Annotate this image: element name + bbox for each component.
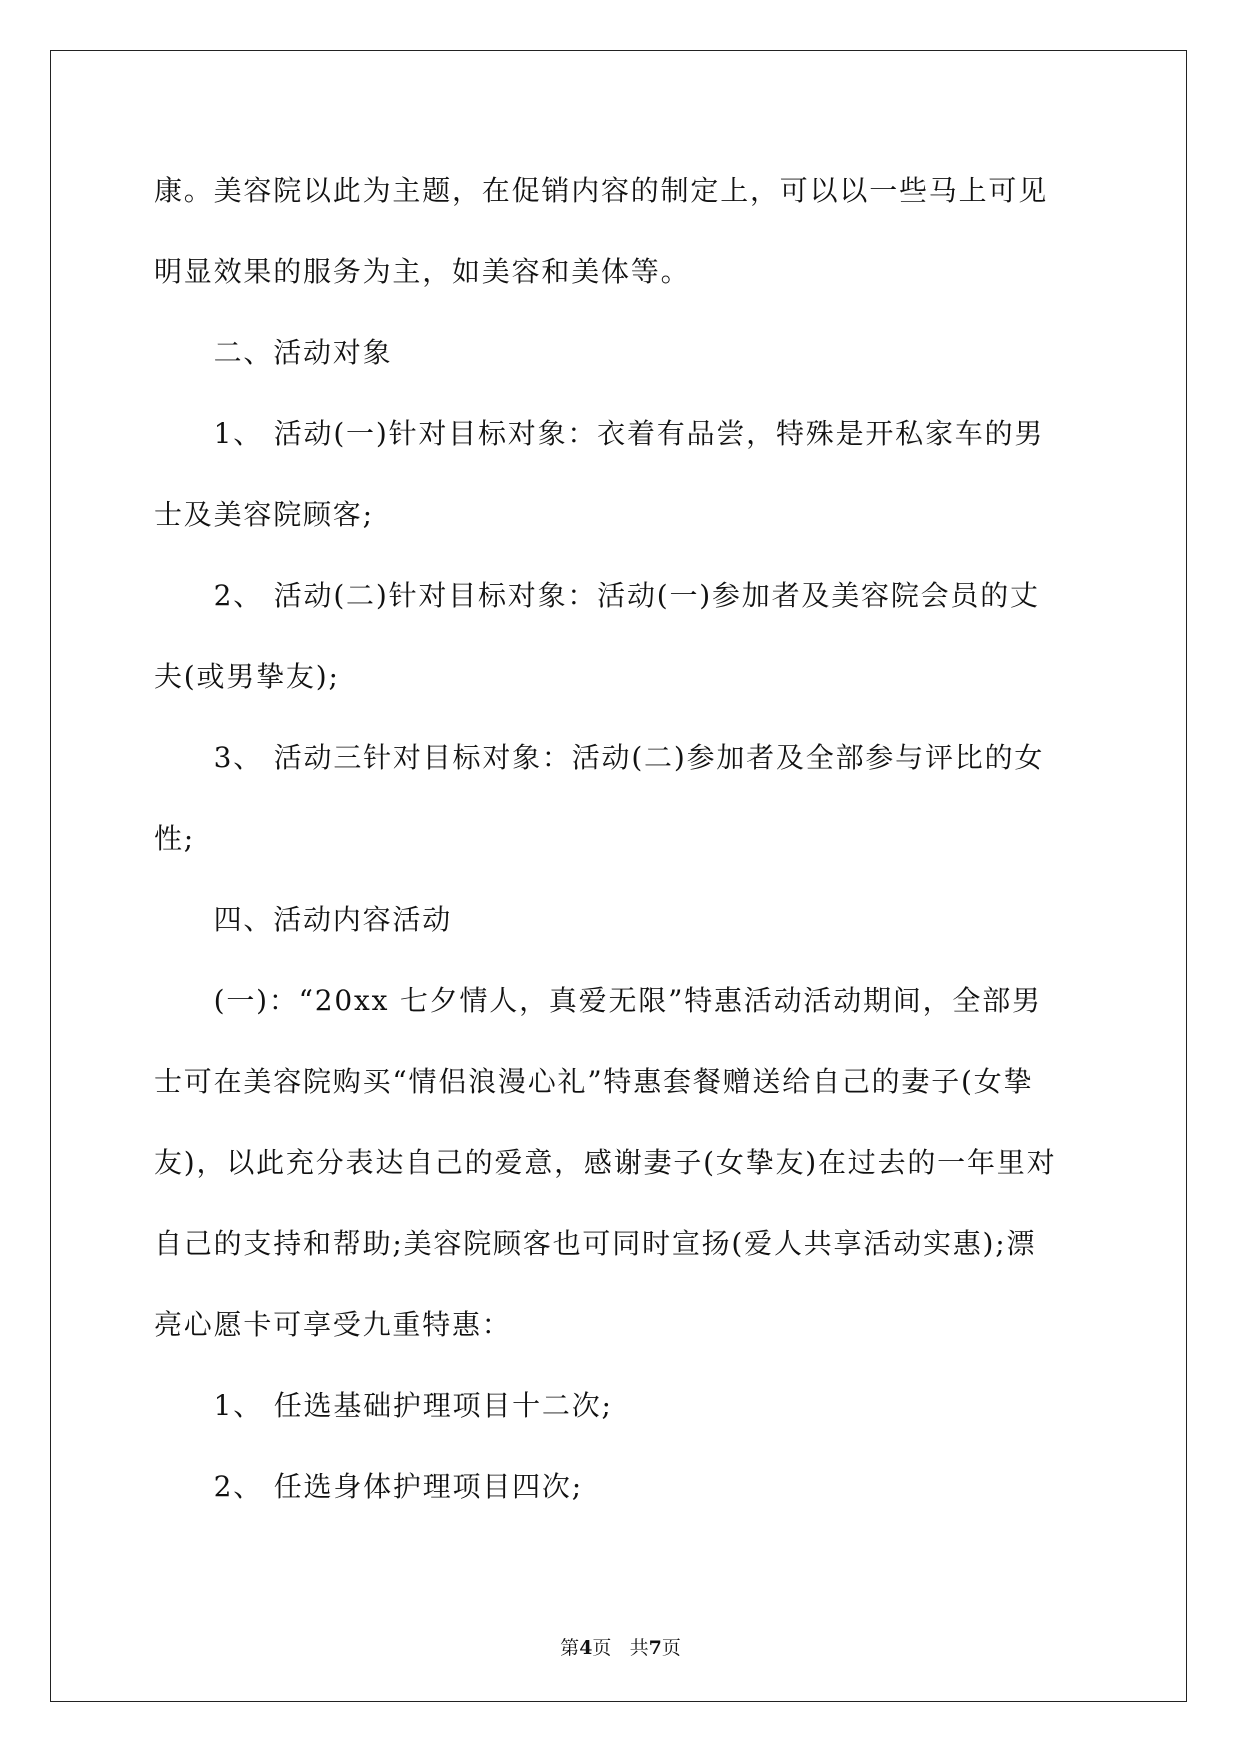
text-line: 康。美容院以此为主题，在促销内容的制定上，可以以一些马上可见: [154, 174, 1049, 207]
text-line: 亮心愿卡可享受九重特惠：: [154, 1308, 512, 1341]
text-line: 2、 活动(二)针对目标对象：活动(一)参加者及美容院会员的丈: [154, 579, 1040, 612]
text-line: 自己的支持和帮助;美容院顾客也可同时宣扬(爱人共享活动实惠);漂: [154, 1227, 1037, 1260]
text-line: 明显效果的服务为主，如美容和美体等。: [154, 255, 691, 288]
text-line: 3、 活动三针对目标对象：活动(二)参加者及全部参与评比的女: [154, 741, 1045, 774]
section-heading: 四、活动内容活动: [154, 903, 453, 936]
text-line: 性;: [154, 822, 196, 855]
text-line: 友)，以此充分表达自己的爱意，感谢妻子(女挚友)在过去的一年里对: [154, 1146, 1057, 1179]
page-number: 4: [579, 1637, 593, 1659]
text-line: 夫(或男挚友);: [154, 660, 340, 693]
text-line: 士可在美容院购买“情侣浪漫心礼”特惠套餐赠送给自己的妻子(女挚: [154, 1065, 1034, 1098]
list-item: 2、 任选身体护理项目四次;: [154, 1470, 583, 1503]
page-prefix: 第: [560, 1637, 580, 1659]
page-footer: [0, 1633, 1241, 1660]
section-heading: 二、活动对象: [154, 336, 393, 369]
total-prefix: 共: [629, 1637, 649, 1659]
text-line: (一)：“20xx 七夕情人，真爱无限”特惠活动活动期间，全部男: [154, 984, 1042, 1017]
list-item: 1、 任选基础护理项目十二次;: [154, 1389, 613, 1422]
total-suffix: 页: [661, 1637, 681, 1659]
page-suffix: 页: [592, 1637, 612, 1659]
text-line: 1、 活动(一)针对目标对象：衣着有品尝，特殊是开私家车的男: [154, 417, 1045, 450]
text-line: 士及美容院顾客;: [154, 498, 374, 531]
total-pages: 7: [648, 1637, 662, 1659]
